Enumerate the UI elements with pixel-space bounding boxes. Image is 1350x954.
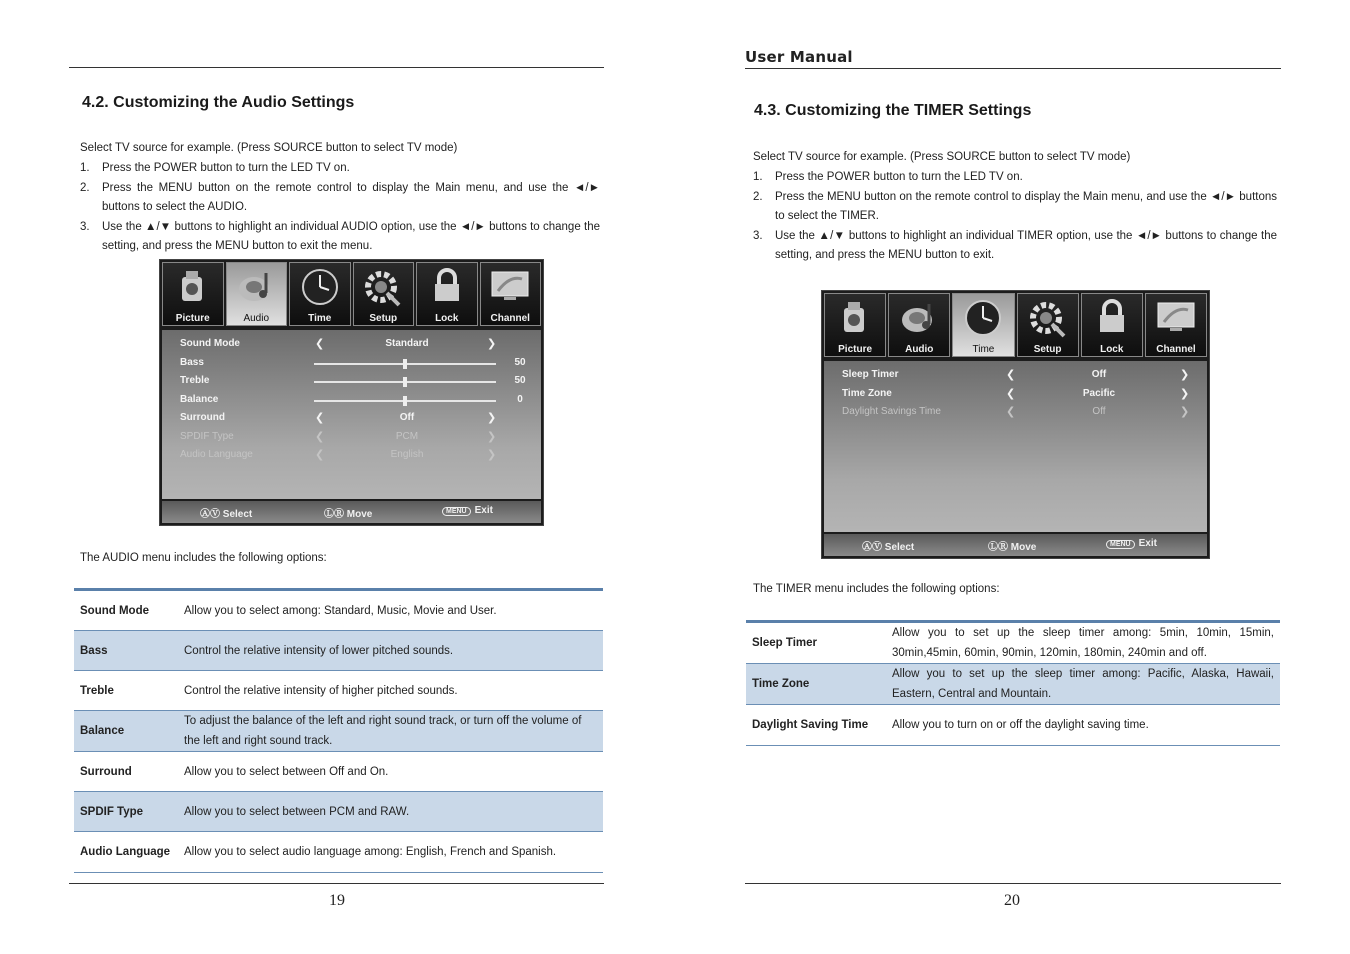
- step-text: Press the MENU button on the remote control to display the Main menu, and use the ◄/► buttons to select the TIMER.: [775, 190, 1277, 223]
- menu-item-value: Off: [1092, 406, 1106, 417]
- tab-audio[interactable]: [888, 293, 950, 357]
- menu-item-value: 50: [514, 356, 526, 368]
- arrow-left-icon[interactable]: ❮: [1006, 387, 1016, 400]
- menu-item-name: Time Zone: [842, 387, 892, 399]
- page-number: 20: [1004, 892, 1020, 909]
- table-row: [74, 752, 603, 792]
- menu-row[interactable]: [162, 355, 541, 373]
- arrow-left-icon[interactable]: ❮: [315, 449, 325, 461]
- option-name: Surround: [74, 752, 178, 792]
- table-row: [746, 664, 1280, 705]
- table-row: [74, 671, 603, 711]
- step-item: [753, 227, 1277, 266]
- footer-rule: [745, 883, 1281, 884]
- nav-keys-icon: ⓁⓇ: [988, 542, 1011, 553]
- step-item: [753, 168, 1277, 188]
- audio-menu-screenshot: [159, 259, 544, 526]
- step-text: Press the POWER button to turn the LED TV on.: [102, 162, 350, 174]
- step-number: 1.: [753, 171, 763, 183]
- page-number: 19: [329, 892, 345, 909]
- step-item: [80, 159, 600, 179]
- menu-item-value: PCM: [395, 430, 419, 442]
- menu-row[interactable]: [824, 386, 1207, 404]
- option-description: Control the relative intensity of lower pitched sounds.: [178, 631, 603, 671]
- menu-row[interactable]: [162, 373, 541, 391]
- tab-channel[interactable]: [1145, 293, 1207, 357]
- steps-list: [753, 168, 1277, 266]
- arrow-right-icon[interactable]: ❯: [487, 412, 497, 424]
- tab-label: Setup: [369, 313, 398, 324]
- option-description: Allow you to set up the sleep timer among: Pacific, Alaska, Hawaii, Eastern, Central and Mountain.: [886, 664, 1280, 705]
- option-name: SPDIF Type: [74, 792, 178, 832]
- tab-picture[interactable]: [162, 262, 224, 326]
- nav-keys-icon: ⓁⓇ: [324, 509, 347, 520]
- menu-item-value: 0: [517, 393, 523, 405]
- option-name: Sleep Timer: [746, 622, 886, 664]
- exit-hint: [1106, 538, 1157, 549]
- menu-row[interactable]: [162, 429, 541, 447]
- menu-key: MENU: [1106, 540, 1135, 549]
- option-description: Allow you to turn on or off the daylight saving time.: [886, 705, 1280, 746]
- arrow-right-icon[interactable]: ❯: [487, 449, 497, 461]
- table-row: [74, 792, 603, 832]
- step-number: 1.: [80, 162, 90, 174]
- option-name: Audio Language: [74, 832, 178, 873]
- step-text: Press the POWER button to turn the LED TV on.: [775, 171, 1023, 183]
- arrow-right-icon[interactable]: ❯: [487, 430, 497, 443]
- option-name: Sound Mode: [74, 590, 178, 631]
- arrow-right-icon[interactable]: ❯: [487, 338, 497, 350]
- tab-time[interactable]: [952, 293, 1014, 357]
- hint-label: Move: [1010, 542, 1037, 553]
- table-intro: The AUDIO menu includes the following options:: [80, 552, 327, 564]
- steps-list: [80, 159, 600, 257]
- menu-row[interactable]: [162, 392, 541, 410]
- tab-label: Channel: [1156, 344, 1196, 355]
- section-title: 4.2. Customizing the Audio Settings: [82, 94, 355, 111]
- table-row: [74, 590, 603, 631]
- menu-body: [162, 330, 541, 499]
- option-description: Allow you to select among: Standard, Music, Movie and User.: [178, 590, 603, 631]
- section-title: 4.3. Customizing the TIMER Settings: [754, 102, 1032, 119]
- option-description: Allow you to set up the sleep timer among: 5min, 10min, 15min, 30min,45min, 60min, 90min, 120min, 180min, 240min and off.: [886, 622, 1280, 664]
- slider-knob[interactable]: [403, 396, 407, 406]
- option-description: Allow you to select between PCM and RAW.: [178, 792, 603, 832]
- tab-audio[interactable]: [226, 262, 288, 326]
- option-description: Allow you to select audio language among: English, French and Spanish.: [178, 832, 603, 873]
- menu-item-value: Standard: [385, 338, 429, 349]
- timer-options-table: [746, 620, 1280, 746]
- menu-footer: [824, 534, 1207, 556]
- hint-label: Select: [222, 509, 253, 520]
- menu-row[interactable]: [162, 336, 541, 354]
- menu-item-value: 50: [514, 375, 526, 386]
- hint-label: Move: [346, 509, 373, 520]
- step-item: [753, 188, 1277, 227]
- step-text: Use the ▲/▼ buttons to highlight an individual AUDIO option, use the ◄/► buttons to change the setting, and press the MENU button to exit the menu.: [102, 220, 600, 253]
- hint-label: Select: [884, 542, 915, 553]
- tab-time[interactable]: [289, 262, 351, 326]
- menu-item-name: SPDIF Type: [180, 430, 234, 442]
- table-intro: The TIMER menu includes the following options:: [753, 583, 1000, 595]
- page-20: [675, 0, 1350, 954]
- menu-item-name: Audio Language: [180, 449, 253, 460]
- tab-label: Lock: [1100, 344, 1124, 355]
- menu-footer: [162, 501, 541, 523]
- option-description: Control the relative intensity of higher pitched sounds.: [178, 671, 603, 711]
- tab-setup[interactable]: [1017, 293, 1079, 357]
- intro-text: Select TV source for example. (Press SOURCE button to select TV mode): [753, 151, 1131, 163]
- step-text: Press the MENU button on the remote control to display the Main menu, and use the ◄/► buttons to select the AUDIO.: [102, 181, 600, 214]
- tab-label: Picture: [175, 313, 210, 324]
- menu-item-name: Surround: [180, 412, 225, 423]
- tab-setup[interactable]: [353, 262, 415, 326]
- level-slider[interactable]: [314, 381, 496, 383]
- step-number: 3.: [753, 229, 763, 242]
- menu-tab-bar: [824, 293, 1207, 357]
- tab-channel[interactable]: [480, 262, 542, 326]
- select-hint: [862, 538, 914, 553]
- menu-body: [824, 361, 1207, 532]
- tab-label: Channel: [490, 313, 530, 324]
- slider-knob[interactable]: [403, 377, 407, 387]
- table-row: [746, 622, 1280, 664]
- menu-item-name: Sleep Timer: [842, 369, 899, 380]
- menu-row[interactable]: [162, 447, 541, 465]
- menu-row[interactable]: [162, 410, 541, 428]
- arrow-left-icon[interactable]: ❮: [315, 430, 325, 443]
- option-description: Allow you to select between Off and On.: [178, 752, 603, 792]
- step-text: Use the ▲/▼ buttons to highlight an individual TIMER option, use the ◄/► buttons to change the setting, and press the MENU button to exit.: [775, 229, 1277, 262]
- menu-item-name: Sound Mode: [180, 338, 240, 349]
- level-slider[interactable]: [314, 400, 496, 402]
- step-number: 2.: [80, 181, 90, 194]
- option-name: Treble: [74, 671, 178, 711]
- tab-label: Picture: [838, 344, 873, 355]
- arrow-left-icon[interactable]: ❮: [1006, 406, 1016, 418]
- menu-tab-bar: [162, 262, 541, 326]
- step-number: 3.: [80, 220, 90, 233]
- arrow-right-icon[interactable]: ❯: [1180, 387, 1190, 400]
- arrow-left-icon[interactable]: ❮: [1006, 369, 1016, 381]
- table-row: [74, 832, 603, 873]
- audio-options-table: [74, 588, 603, 873]
- tab-label: Audio: [243, 313, 270, 324]
- hint-label: Exit: [1138, 538, 1157, 549]
- timer-menu-screenshot: [821, 290, 1210, 559]
- step-item: [80, 179, 600, 218]
- step-item: [80, 218, 600, 257]
- menu-item-name: Treble: [180, 375, 210, 386]
- menu-item-value: Off: [1091, 369, 1107, 380]
- step-number: 2.: [753, 190, 763, 203]
- intro-text: Select TV source for example. (Press SOURCE button to select TV mode): [80, 142, 458, 154]
- select-hint: [200, 505, 252, 520]
- arrow-right-icon[interactable]: ❯: [1180, 369, 1190, 381]
- option-description: To adjust the balance of the left and right sound track, or turn off the volume of the left and right sound track.: [178, 711, 603, 752]
- slider-knob[interactable]: [403, 359, 407, 369]
- table-row: [74, 711, 603, 752]
- menu-item-name: Bass: [180, 356, 204, 368]
- tab-label: Time: [308, 313, 332, 324]
- menu-item-name: Balance: [180, 393, 219, 405]
- menu-item-value: Off: [399, 412, 415, 423]
- tab-picture[interactable]: [824, 293, 886, 357]
- move-hint: [324, 505, 372, 520]
- tab-label: Lock: [435, 313, 459, 324]
- table-row: [74, 631, 603, 671]
- tab-label: Audio: [905, 344, 934, 355]
- running-header: User Manual: [745, 48, 853, 66]
- tab-lock[interactable]: [416, 262, 478, 326]
- footer-rule: [69, 883, 604, 884]
- option-name: Balance: [74, 711, 178, 752]
- option-name: Time Zone: [746, 664, 886, 705]
- exit-hint: [442, 505, 493, 516]
- tab-label: Setup: [1033, 344, 1062, 355]
- tab-lock[interactable]: [1081, 293, 1143, 357]
- level-slider[interactable]: [314, 363, 496, 365]
- nav-keys-icon: ⒶⓋ: [200, 509, 223, 520]
- menu-item-value: English: [390, 449, 424, 460]
- option-name: Bass: [74, 631, 178, 671]
- arrow-right-icon[interactable]: ❯: [1180, 406, 1190, 418]
- menu-item-value: Pacific: [1082, 387, 1116, 399]
- arrow-left-icon[interactable]: ❮: [315, 338, 325, 350]
- arrow-left-icon[interactable]: ❮: [315, 412, 325, 424]
- nav-keys-icon: ⒶⓋ: [862, 542, 885, 553]
- hint-label: Exit: [474, 505, 493, 516]
- tab-label: Time: [972, 344, 995, 355]
- menu-row[interactable]: [824, 404, 1207, 422]
- header-rule: [69, 67, 604, 68]
- table-row: [746, 705, 1280, 746]
- menu-key: MENU: [442, 507, 471, 516]
- menu-row[interactable]: [824, 367, 1207, 385]
- move-hint: [988, 538, 1036, 553]
- header-rule: [745, 68, 1281, 69]
- option-name: Daylight Saving Time: [746, 705, 886, 746]
- menu-item-name: Daylight Savings Time: [842, 406, 941, 417]
